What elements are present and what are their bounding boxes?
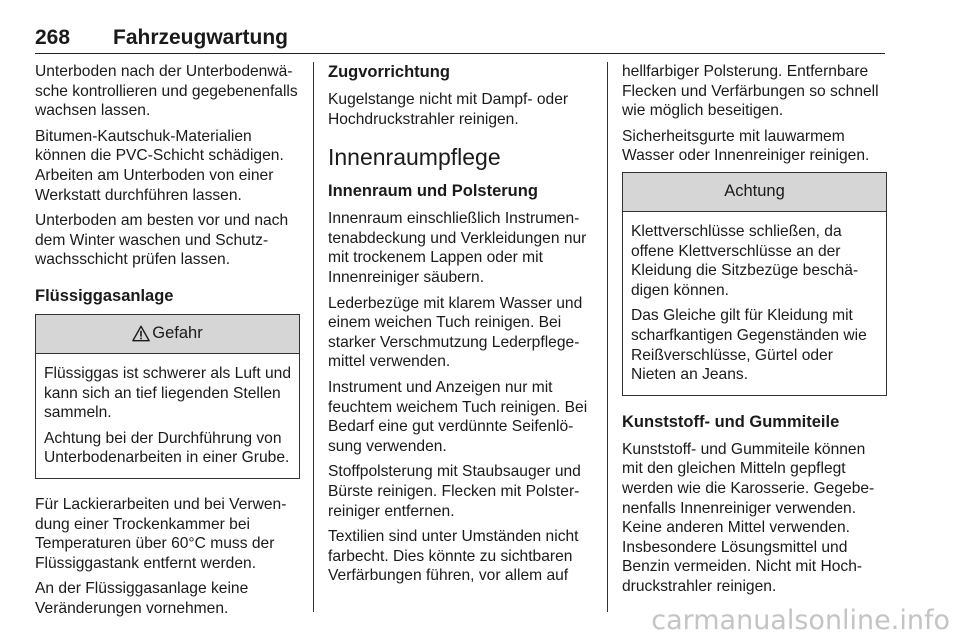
caution-notice-body xyxy=(623,212,886,395)
paragraph: Kugelstange nicht mit Dampf- oder Hochdruckstrahler reinigen. xyxy=(328,91,569,128)
paragraph: Für Lackierarbeiten und bei Verwendung einer Trockenkammer bei Temperaturen über 60°C muss der Flüssiggastank entfernt werden. xyxy=(35,495,287,572)
caution-notice-title: Achtung xyxy=(724,182,785,201)
paragraph: Das Gleiche gilt für Kleidung mit scharfkantigen Gegenständen wie Reißverschlüsse, Gürtel oder Nieten an Jeans. xyxy=(631,307,867,384)
heading-fluessiggasanlage: Flüssiggasanlage xyxy=(35,286,174,305)
paragraph: Stoffpolsterung mit Staubsauger und Bürste reinigen. Flecken mit Polsterreiniger entfernen. xyxy=(328,463,581,520)
column-2 xyxy=(328,62,592,592)
paragraph: Innenraum einschließlich Instrumentenabdeckung und Verkleidungen nur mit trockenem Lappen oder mit Innenreiniger säubern. xyxy=(328,210,587,286)
danger-notice-title: Gefahr xyxy=(152,324,203,343)
paragraph: hellfarbiger Polsterung. Entfernbare Flecken und Verfärbungen so schnell wie möglich beseitigen. xyxy=(622,63,879,120)
paragraph: Flüssiggas ist schwerer als Luft und kann sich an tief liegenden Stellen sammeln. xyxy=(44,364,292,422)
paragraph: Lederbezüge mit klarem Wasser und einem weichen Tuch reinigen. Bei starker Verschmutzung Lederpflegemittel verwenden. xyxy=(328,294,583,371)
paragraph: Kunststoff- und Gummiteile können mit den gleichen Mitteln gepflegt werden wie die Karosserie. Gegebenenfalls Innenreiniger verwenden. Keine anderen Mittel verwenden. Insbesondere Lösungsmittel und Benzin vermeiden. Nicht mit Hochdruckstrahler reinigen. xyxy=(622,440,875,595)
heading-zugvorrichtung: Zugvorrichtung xyxy=(328,63,450,81)
paragraph: Bitumen-Kautschuk-Materialien können die PVC-Schicht schädigen. Arbeiten am Unterboden von einer Werkstatt durchführen lassen. xyxy=(35,127,284,204)
column-1 xyxy=(35,62,300,624)
paragraph: Instrument und Anzeigen nur mit feuchtem weichem Tuch reinigen. Bei Bedarf eine gut verdünnte Seifenlösung verwenden. xyxy=(328,378,588,455)
header-rule xyxy=(35,53,885,54)
caution-notice-header xyxy=(623,173,886,212)
chapter-title: Fahrzeugwartung xyxy=(113,26,289,49)
page-number: 268 xyxy=(35,26,71,49)
danger-notice-body xyxy=(36,354,299,478)
heading-kunststoff-und-gummiteile: Kunststoff- und Gummiteile xyxy=(622,412,840,431)
warning-triangle-icon xyxy=(132,325,150,342)
paragraph: An der Flüssiggasanlage keine Veränderungen vornehmen. xyxy=(35,580,249,617)
paragraph: Unterboden am besten vor und nach dem Winter waschen und Schutzwachsschicht prüfen lassen. xyxy=(35,212,289,269)
heading-innenraum-und-polsterung: Innenraum und Polsterung xyxy=(328,182,538,201)
danger-notice xyxy=(35,314,300,479)
section-title-innenraumpflege: Innenraumpflege xyxy=(328,144,501,171)
watermark: carmanualsonline.info xyxy=(651,605,950,636)
danger-notice-header xyxy=(36,315,299,354)
column-divider-1 xyxy=(313,62,314,612)
paragraph: Textilien sind unter Umständen nicht farbecht. Dies könnte zu sichtbaren Verfärbungen führen, vor allem auf xyxy=(328,528,579,585)
paragraph: Klettverschlüsse schließen, da offene Klettverschlüsse an der Kleidung die Sitzbezüge beschädigen können. xyxy=(631,222,859,299)
paragraph: Achtung bei der Durchführung von Unterbodenarbeiten in einer Grube. xyxy=(44,429,290,467)
page-header xyxy=(35,26,885,50)
paragraph: Sicherheitsgurte mit lauwarmem Wasser oder Innenreiniger reinigen. xyxy=(622,127,870,165)
caution-notice xyxy=(622,172,887,396)
column-3 xyxy=(622,62,887,602)
paragraph: Unterboden nach der Unterbodenwäsche kontrollieren und gegebenenfalls wachsen lassen. xyxy=(35,63,298,120)
column-divider-2 xyxy=(607,62,608,612)
